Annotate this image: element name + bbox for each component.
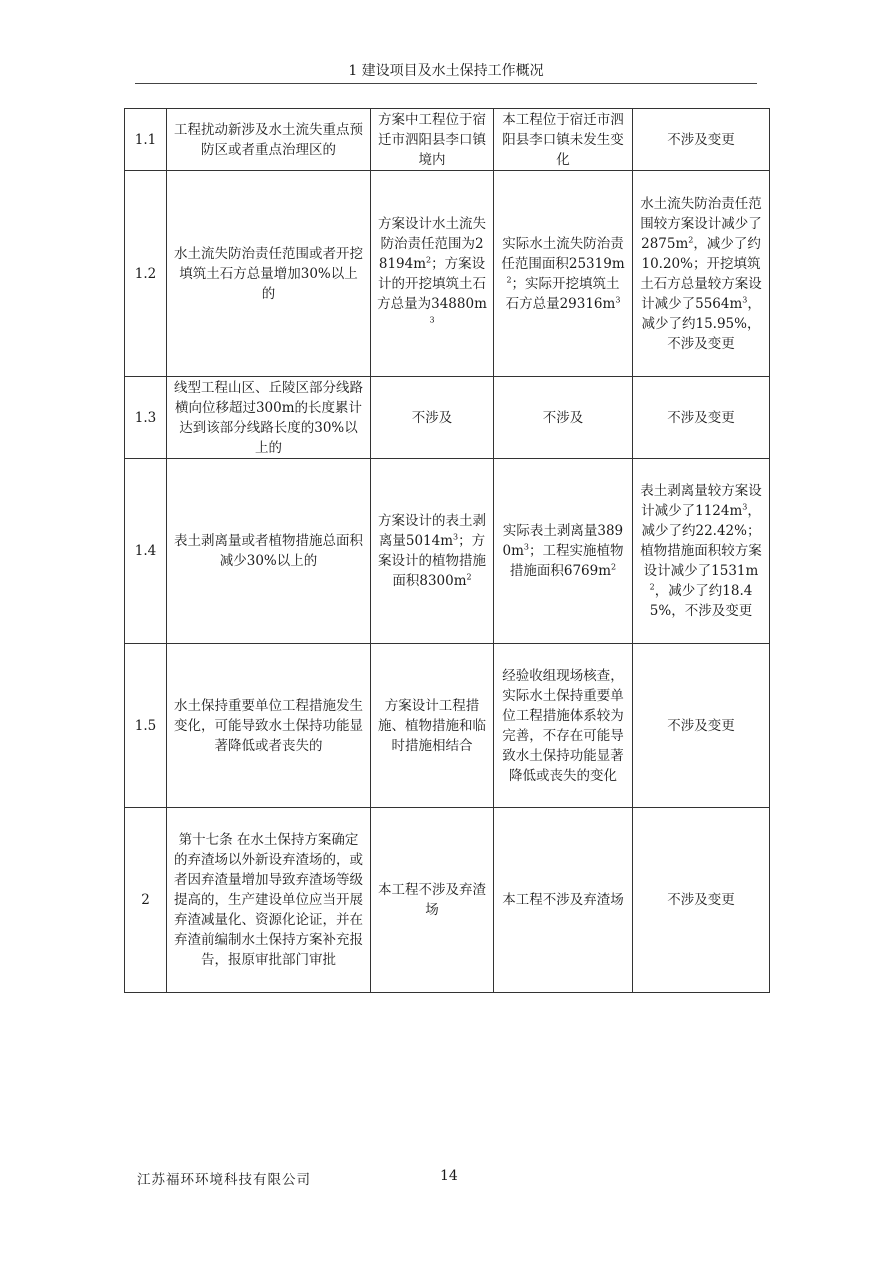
actual-cell: 本工程不涉及弃渣场 [494, 808, 633, 993]
item-number: 1.4 [125, 459, 167, 644]
table-row [125, 808, 770, 993]
footer-company: 江苏福环环境科技有限公司 [137, 1172, 311, 1188]
table-row [125, 109, 770, 171]
plan-cell: 本工程不涉及弃渣场 [371, 808, 494, 993]
table-row [125, 644, 770, 808]
item-number: 2 [125, 808, 167, 993]
table-row [125, 377, 770, 459]
result-cell: 水土流失防治责任范围较方案设计减少了$2875m^2$，减少了约10.20%；开挖填筑土石方总量较方案设计减少了$5564m^3$，减少了约15.95%，不涉及变更 [633, 171, 770, 377]
criterion-cell: 水土流失防治责任范围或者开挖填筑土石方总量增加30%以上的 [167, 171, 371, 377]
result-cell: 不涉及变更 [633, 808, 770, 993]
header-rule [135, 83, 757, 84]
result-cell: 不涉及变更 [633, 644, 770, 808]
actual-cell: 本工程位于宿迁市泗阳县李口镇未发生变化 [494, 109, 633, 171]
actual-cell: 不涉及 [494, 377, 633, 459]
plan-cell: 方案设计水土流失防治责任范围为$28194m^2$；方案设计的开挖填筑土石方总量为$34880m^3$ [371, 171, 494, 377]
page-number: 14 [440, 1168, 458, 1184]
table-row [125, 171, 770, 377]
page-header: 1 建设项目及水土保持工作概况 [348, 63, 544, 79]
criterion-cell: 水土保持重要单位工程措施发生变化，可能导致水土保持功能显著降低或者丧失的 [167, 644, 371, 808]
criterion-cell: 表土剥离量或者植物措施总面积减少30%以上的 [167, 459, 371, 644]
table-row [125, 459, 770, 644]
plan-cell: 不涉及 [371, 377, 494, 459]
item-number: 1.1 [125, 109, 167, 171]
item-number: 1.3 [125, 377, 167, 459]
change-comparison-table [124, 108, 770, 993]
result-cell: 不涉及变更 [633, 377, 770, 459]
criterion-cell: 第十七条 在水土保持方案确定的弃渣场以外新设弃渣场的，或者因弃渣量增加导致弃渣场等级提高的，生产建设单位应当开展弃渣减量化、资源化论证，并在弃渣前编制水土保持方案补充报告，报原审批部门审批 [167, 808, 371, 993]
plan-cell: 方案设计的表土剥离量$5014m^3$；方案设计的植物措施面积$8300m^2$ [371, 459, 494, 644]
criterion-cell: 工程扰动新涉及水土流失重点预防区或者重点治理区的 [167, 109, 371, 171]
item-number: 1.2 [125, 171, 167, 377]
actual-cell: 实际水土流失防治责任范围面积$25319m^2$；实际开挖填筑土石方总量$29316m^3$ [494, 171, 633, 377]
actual-cell: 经验收组现场核查，实际水土保持重要单位工程措施体系较为完善，不存在可能导致水土保持功能显著降低或丧失的变化 [494, 644, 633, 808]
plan-cell: 方案中工程位于宿迁市泗阳县李口镇境内 [371, 109, 494, 171]
criterion-cell: 线型工程山区、丘陵区部分线路横向位移超过300m的长度累计达到该部分线路长度的30%以上的 [167, 377, 371, 459]
result-cell: 表土剥离量较方案设计减少了$1124m^3$，减少了约22.42%；植物措施面积较方案设计减少了$1531m^2$，减少了约18.45%，不涉及变更 [633, 459, 770, 644]
plan-cell: 方案设计工程措施、植物措施和临时措施相结合 [371, 644, 494, 808]
result-cell: 不涉及变更 [633, 109, 770, 171]
actual-cell: 实际表土剥离量$3890m^3$；工程实施植物措施面积$6769m^2$ [494, 459, 633, 644]
item-number: 1.5 [125, 644, 167, 808]
